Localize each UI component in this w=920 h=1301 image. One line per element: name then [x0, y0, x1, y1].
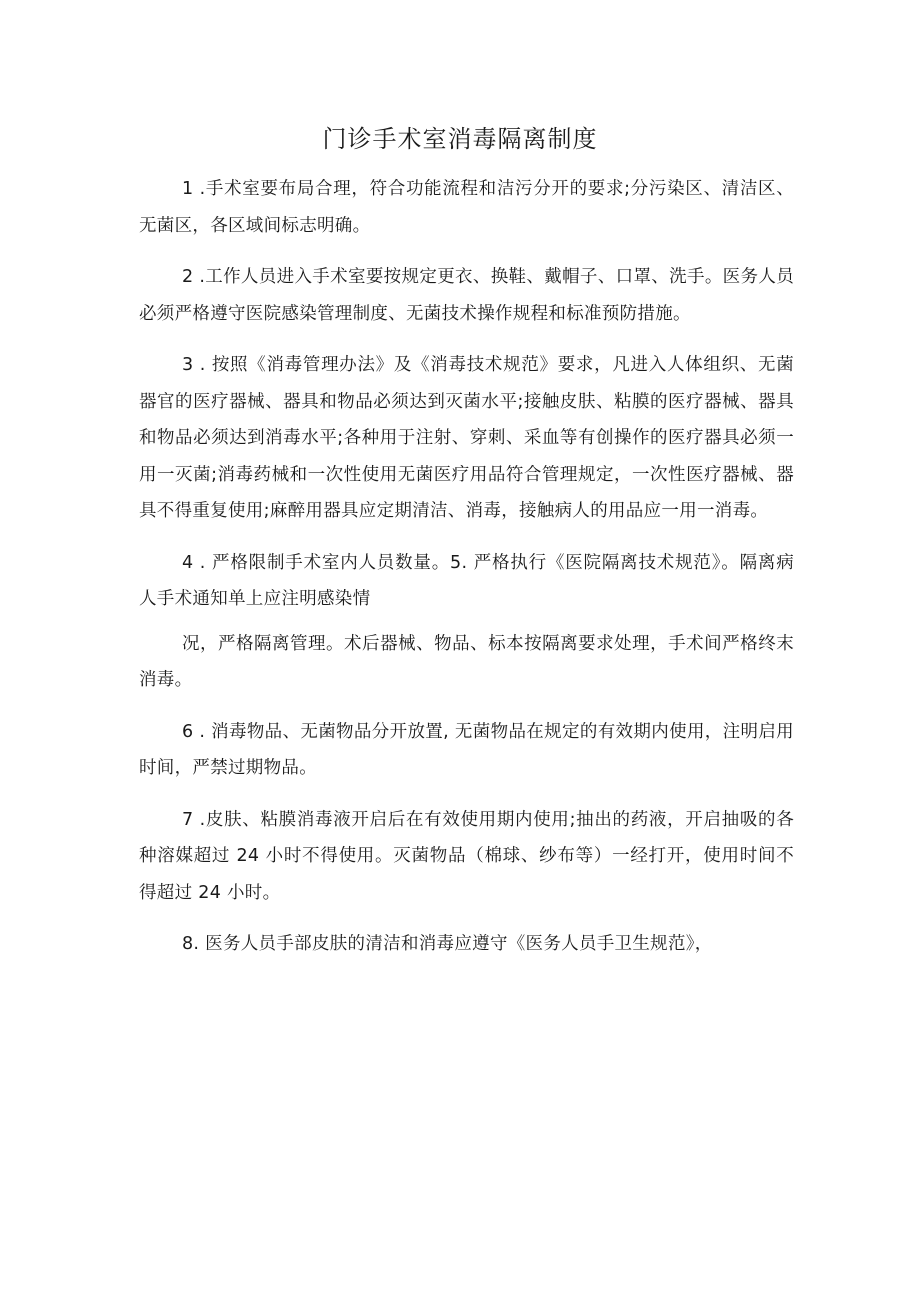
paragraph-8: 8. 医务人员手部皮肤的清洁和消毒应遵守《医务人员手卫生规范》， [182, 934, 713, 954]
paragraph-2: 2 .工作人员进入手术室要按规定更衣、换鞋、戴帽子、口罩、洗手。医务人员必须严格遵守医院感染管理制度、无菌技术操作规程和标准预防措施。 [139, 267, 794, 324]
document-title: 门诊手术室消毒隔离制度 [322, 125, 598, 153]
paragraph-6: 6 . 消毒物品、无菌物品分开放置, 无菌物品在规定的有效期内使用，注明启用时间，严禁过期物品。 [139, 721, 794, 778]
paragraph-4: 4 . 严格限制手术室内人员数量。5. 严格执行《医院隔离技术规范》。隔离病人手术通知单上应注明感染情 [139, 552, 794, 609]
document-body [139, 171, 794, 978]
paragraph-4-continued: 况，严格隔离管理。术后器械、物品、标本按隔离要求处理，手术间严格终末消毒。 [139, 633, 794, 690]
paragraph-1: 1 .手术室要布局合理，符合功能流程和洁污分开的要求;分污染区、清洁区、无菌区，各区域间标志明确。 [139, 179, 794, 236]
paragraph-3: 3 . 按照《消毒管理办法》及《消毒技术规范》要求，凡进入人体组织、无菌器官的医疗器械、器具和物品必须达到灭菌水平;接触皮肤、粘膜的医疗器械、器具和物品必须达到消毒水平;各种用于注射、穿刺、采血等有创操作的医疗器具必须一用一灭菌;消毒药械和一次性使用无菌医疗用品符合管理规定，一次性医疗器械、器具不得重复使用;麻醉用器具应定期清洁、消毒，接触病人的用品应一用一消毒。 [139, 355, 794, 521]
paragraph-7: 7 .皮肤、粘膜消毒液开启后在有效使用期内使用;抽出的药液，开启抽吸的各种溶媒超过 24 小时不得使用。灭菌物品（棉球、纱布等）一经打开，使用时间不得超过 24 小时。 [139, 809, 794, 903]
